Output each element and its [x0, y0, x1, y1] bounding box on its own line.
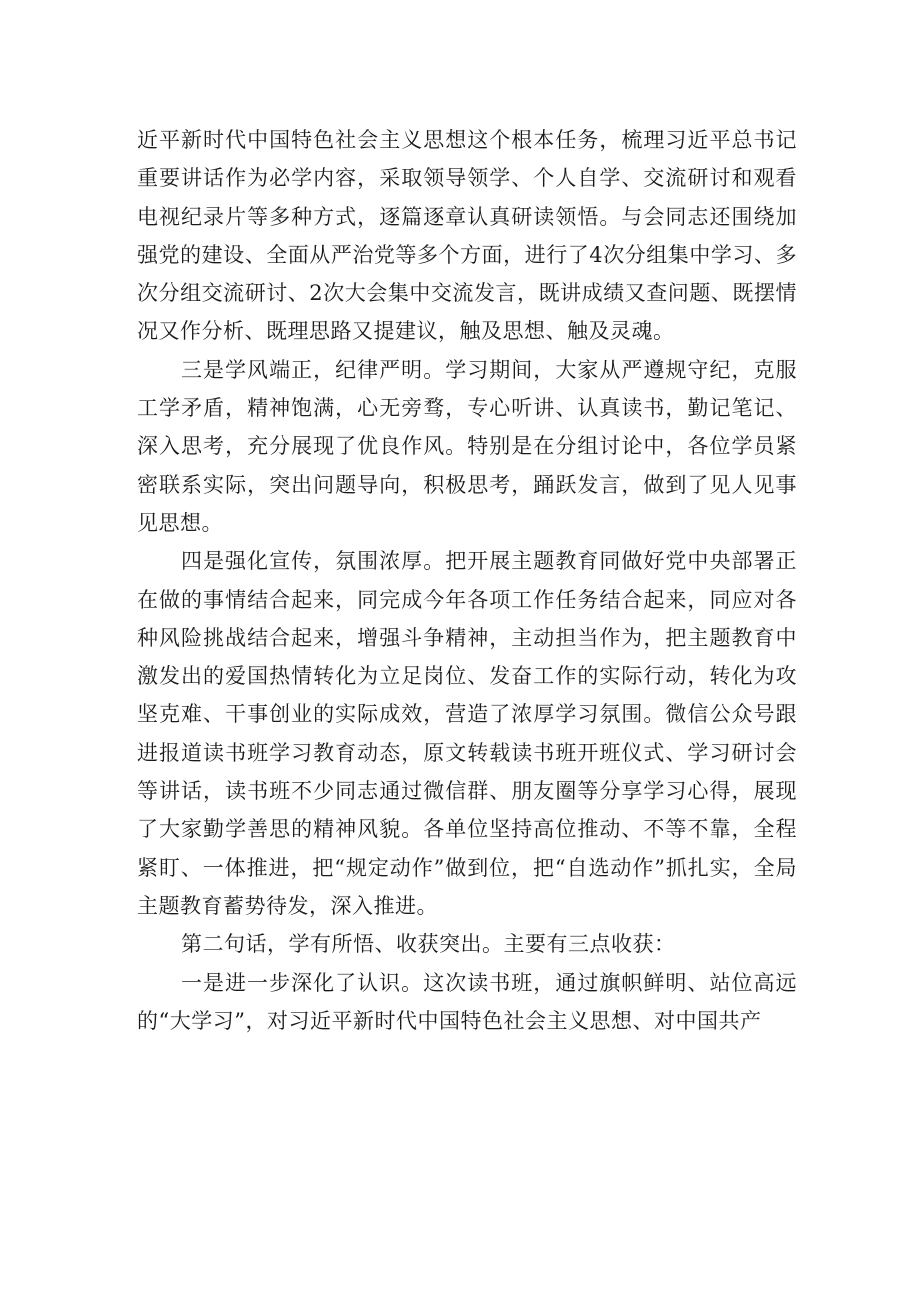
paragraph-continuation: 近平新时代中国特色社会主义思想这个根本任务，梳理习近平总书记重要讲话作为必学内容，采取领导领学、个人自学、交流研讨和观看电视纪录片等多种方式，逐篇逐章认真研读领悟。与会同志还围绕加强党的建设、全面从严治党等多个方面，进行了4次分组集中学习、多次分组交流研讨、2次大会集中交流发言，既讲成绩又查问题、既摆情况又作分析、既理思路又提建议，触及思想、触及灵魂。	[137, 128, 797, 344]
document-body	[137, 121, 797, 1040]
paragraph-second-sentence-heading: 第二句话，学有所悟、收获突出。主要有三点收获：	[181, 932, 676, 957]
paragraph-point-three: 三是学风端正，纪律严明。学习期间，大家从严遵规守纪，克服工学矛盾，精神饱满，心无旁骛，专心听讲、认真读书，勤记笔记、深入思考，充分展现了优良作风。特别是在分组讨论中，各位学员紧密联系实际，突出问题导向，积极思考，踊跃发言，做到了见人见事见思想。	[137, 357, 797, 535]
paragraph-first-gain: 一是进一步深化了认识。这次读书班，通过旗帜鲜明、站位高远的“大学习”，对习近平新时代中国特色社会主义思想、对中国共产	[137, 970, 797, 1033]
paragraph-point-four: 四是强化宣传，氛围浓厚。把开展主题教育同做好党中央部署正在做的事情结合起来，同完成今年各项工作任务结合起来，同应对各种风险挑战结合起来，增强斗争精神，主动担当作为，把主题教育中激发出的爱国热情转化为立足岗位、发奋工作的实际行动，转化为攻坚克难、干事创业的实际成效，营造了浓厚学习氛围。微信公众号跟进报道读书班学习教育动态，原文转载读书班开班仪式、学习研讨会等讲话，读书班不少同志通过微信群、朋友圈等分享学习心得，展现了大家勤学善思的精神风貌。各单位坚持高位推动、不等不靠，全程紧盯、一体推进，把“规定动作”做到位，把“自选动作”抓扎实，全局主题教育蓄势待发，深入推进。	[137, 549, 797, 918]
